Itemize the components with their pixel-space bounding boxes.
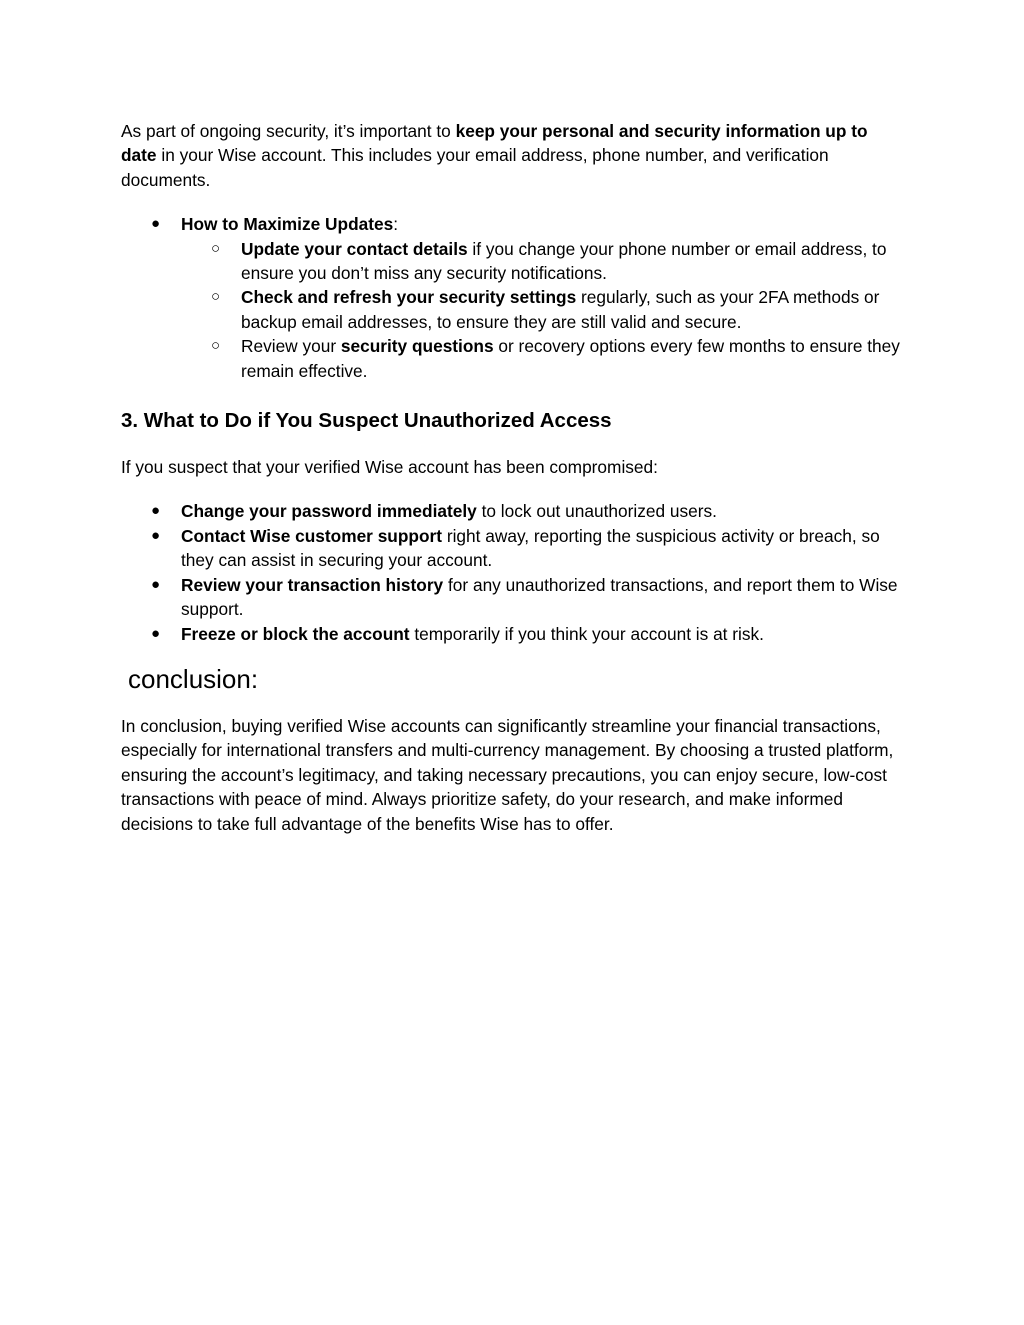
list-item-bold: Review your transaction history — [181, 574, 444, 595]
bullet-icon: ● — [151, 624, 161, 642]
maximize-colon: : — [393, 214, 399, 235]
maximize-sublist — [181, 237, 905, 383]
sublist-item-text: regularly, such as your 2FA methods or backup email addresses, to ensure they are still valid and secure. — [241, 287, 880, 332]
conclusion-heading: conclusion: — [128, 663, 259, 694]
list-item-text: right away, reporting the suspicious activity or breach, so they can assist in securing your account. — [181, 525, 880, 571]
section-3-list-item — [121, 524, 905, 573]
section-3-heading: 3. What to Do if You Suspect Unauthorized Access — [121, 409, 612, 433]
section-3-list-item — [121, 499, 905, 523]
bullet-icon: ● — [151, 502, 161, 520]
list-item-bold: Freeze or block the account — [181, 623, 410, 644]
bullet-icon: ● — [151, 526, 161, 544]
maximize-list-item — [121, 212, 905, 383]
sublist-item-bold: security questions — [340, 336, 494, 357]
sublist-item-prefix: Review your — [241, 336, 341, 357]
sublist-item — [181, 285, 905, 334]
maximize-list — [121, 212, 905, 383]
bullet-icon: ● — [151, 575, 161, 593]
maximize-title: How to Maximize Updates — [181, 214, 394, 235]
section-3-list-item — [121, 573, 905, 622]
sublist-item-bold: Update your contact details — [241, 238, 468, 259]
intro-paragraph — [121, 119, 905, 192]
section-3-intro: If you suspect that your verified Wise account has been compromised: — [121, 457, 658, 478]
intro-text-2: in your Wise account. This includes your email address, phone number, and verification documents. — [121, 145, 829, 190]
intro-bold: keep your personal and security information up to date — [121, 121, 868, 166]
hollow-bullet-icon: ○ — [211, 337, 221, 355]
sublist-item — [181, 237, 905, 286]
list-item-text: to lock out unauthorized users. — [476, 501, 717, 522]
intro-text-1: As part of ongoing security, it’s important to — [121, 121, 456, 141]
section-3-list-item — [121, 622, 905, 646]
bullet-icon: ● — [151, 215, 161, 233]
hollow-bullet-icon: ○ — [211, 239, 221, 257]
list-item-bold: Contact Wise customer support — [181, 525, 443, 546]
section-3-list — [121, 499, 905, 645]
hollow-bullet-icon: ○ — [211, 288, 221, 306]
list-item-text: for any unauthorized transactions, and report them to Wise support. — [181, 574, 898, 620]
sublist-item-bold: Check and refresh your security settings — [241, 287, 577, 308]
document-page — [121, 119, 905, 836]
conclusion-paragraph: In conclusion, buying verified Wise accounts can significantly streamline your financial transactions, especially for international transfers and multi-currency management. By choosing a trusted platform, ensuring the account’s legitimacy, and taking necessary precautions, you can enjoy secure, low-cost transactions with peace of mind. Always prioritize safety, do your research, and make informed decisions to take full advantage of the benefits Wise has to offer. — [121, 715, 894, 834]
sublist-item-text: if you change your phone number or email address, to ensure you don’t miss any security notifications. — [241, 238, 887, 284]
sublist-item-text: or recovery options every few months to ensure they remain effective. — [241, 336, 900, 381]
list-item-bold: Change your password immediately — [181, 501, 477, 522]
list-item-text: temporarily if you think your account is at risk. — [409, 623, 764, 644]
sublist-item — [181, 334, 905, 383]
